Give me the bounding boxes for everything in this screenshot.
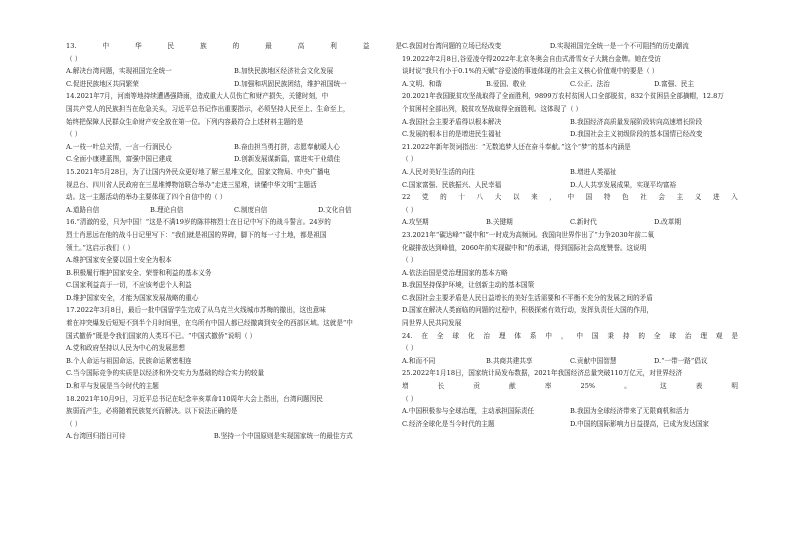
q16-option-c: C.国家利益高于一切，不应该考虑个人利益 [66, 281, 192, 290]
q16-line-2: 烈士肖思远在他的战斗日记里写下：“我们就是祖国的界碑，脚下的每一寸土地，都是祖国 [66, 230, 327, 239]
q18-line-2: 族弱而产生，必将随着民族复兴而解决。以下说法正确的是 [66, 407, 238, 416]
q23-blank: （ ） [402, 256, 418, 265]
q23-line-1: 23.2021年“碳达峰”“碳中和”一时成为高频词。我国向世界作出了“力争2030年前二氧 [402, 230, 655, 239]
q25-blank: （ ） [402, 394, 418, 403]
q22-option-a: A.攻坚期 [402, 218, 429, 227]
q21-option-c: C.国家富强、民族振兴、人民幸福 [402, 180, 502, 189]
q18-options-ab [66, 430, 402, 443]
q18-options-cd [402, 40, 738, 53]
q17-option-b: B.个人命运与祖国命运、民族命运紧密相连 [66, 356, 192, 365]
q24-option-a: A.和而不同 [402, 356, 436, 365]
q16-option-a: A.维护国家安全要以国土安全为根本 [66, 256, 172, 265]
q18-line-1: 18.2021年10月9日，习近平总书记在纪念辛亥革命110周年大会上指出，台湾问题因民 [66, 394, 323, 403]
q13-option-b: B.加快民族地区经济社会文化发展 [234, 67, 334, 76]
q17-line-3: 国式撤侨”既是令我们国家的人类耳不已。“中国式撤侨”说明（ ） [66, 331, 257, 340]
q19-option-a: A.文明、和谐 [402, 79, 442, 88]
q20-option-d: D.我国社会主义初级阶段的基本国情已经改变 [570, 130, 703, 139]
q21-option-d: D.人人共享发展成果，实现平均富裕 [570, 180, 677, 189]
q19-option-b: B.爱国、敬业 [486, 79, 526, 88]
q23-line-2: 化碳排放达到峰值，2060年前实现碳中和”的承诺，得到国际社会高度赞誉。这说明 [402, 243, 647, 252]
q15-option-b: B.理论自信 [150, 205, 184, 214]
q14-line-3: 始终把保障人民群众生命财产安全放在第一位。下列内容最符合上述材料主题的是 [66, 117, 304, 126]
q15-line-1: 15.2021年5月28日，为了让国内外民众更好地了解三星堆文化，国家文物局、中央广播电 [66, 167, 331, 176]
q21-line-1: 21.2022年新年贺词指出：“无数追梦人还在奋斗奉献。”这个“梦”的基本内涵是 [402, 142, 631, 151]
q22-option-c: C.新时代 [570, 218, 597, 227]
q13-options-cd [66, 78, 402, 91]
q22-options [402, 216, 738, 229]
q20-line-2: 个贫困村全部出列，脱贫攻坚战取得全面胜利。这体现了（ ） [402, 104, 583, 113]
q25-option-d: D.中国的国际影响力日益提高，已成为发达国家 [570, 419, 710, 428]
left-column [66, 40, 402, 443]
q13-option-d: D.加强和巩固民族团结，维护祖国统一 [234, 79, 347, 88]
q25-option-c: C.经济全球化是当今时代的主题 [402, 419, 495, 428]
q24-option-b: B.共商共建共享 [486, 356, 533, 365]
q21-options-cd [402, 179, 738, 192]
q19-line-1: 19.2022年2月8日,谷爱凌夺得2022年北京冬奥会自由式滑雪女子大跳台金牌。她在受访 [402, 54, 661, 63]
q14-option-a: A.一枝一叶总关情，一言一行润民心 [66, 142, 172, 151]
q20-line-1: 20.2021年我国脱贫攻坚战取得了全面胜利，9899万农村贫困人口全部脱贫，832个贫困县全部摘帽，12.8万 [402, 92, 724, 101]
q13-blank: （ ） [66, 54, 82, 63]
q16-line-1: 16.“清澈的爱，只为中国！”这是不满19岁的陈祥榕烈士在日记中写下的战斗誓言。24岁的 [66, 218, 331, 227]
q21-option-b: B.增进人类福祉 [570, 167, 617, 176]
q19-option-c: C.公正、法治 [570, 79, 610, 88]
q16-option-d: D.维护国家安全，才能为国家发展战略的重心 [66, 293, 199, 302]
q21-blank: （ ） [402, 155, 418, 164]
q18-option-c: C.我国对台湾问题的立场已经改变 [402, 42, 502, 50]
q15-options [66, 204, 402, 217]
q25-option-a: A.中国积极参与全球治理，主动承担国际责任 [402, 407, 535, 416]
q25-options-cd [402, 418, 738, 431]
q23-option-d: D.国家在解决人类面临的问题的过程中，积极探索有效行动，发挥负责任大国的作用， [402, 306, 654, 315]
q20-options-ab [402, 116, 738, 129]
q13-option-a: A.解决台湾问题，实现祖国完全统一 [66, 67, 172, 76]
q17-line-1: 17.2022年3月8日，最后一批中国留学生完成了从乌克兰火线城市苏梅的撤出，这也意味 [66, 306, 326, 315]
q20-option-c: C.发展的根本目的是增进民生福祉 [402, 130, 502, 139]
q23-option-c: C.我国社会主要矛盾是人民日益增长的美好生活需要和不平衡不充分的发展之间的矛盾 [402, 293, 653, 302]
q14-option-b: B.奋由担当勇打拼，志愿奉献暖人心 [234, 142, 340, 151]
q14-blank: （ ） [66, 130, 82, 139]
q25-option-b: B.我国为全球经济带来了无限商机和活力 [570, 407, 690, 416]
q18-option-d: D.实现祖国完全统一是一个不可阻挡的历史潮流 [549, 42, 689, 50]
q15-option-a: A.道路自信 [66, 205, 100, 214]
q13-options-ab [66, 65, 402, 78]
q21-options-ab [402, 166, 738, 179]
q18-option-b: B.坚持一个中国原则是实现国家统一的最佳方式 [213, 432, 353, 441]
q22-blank: （ ） [402, 205, 418, 214]
q25-line-1: 25.2022年1月18日，国家统计局发布数据，2021年我国经济总量突破110万亿元，对世界经济 [402, 369, 683, 378]
q23-option-b: B.我国坚持保护环境，让创新主动的基本国策 [402, 281, 535, 290]
q22-option-d: D.改革期 [654, 218, 681, 227]
q17-option-c: C.当今国际竞争的实质是以经济和外交实力为基础的综合实力的较量 [66, 369, 265, 378]
q13-stem: 13. 中 华 民 族 的 最 高 利 益 是 [66, 42, 402, 50]
q21-option-a: A.人民对美好生活的向往 [402, 167, 475, 176]
q24-option-c: C.贡献中国智慧 [570, 356, 617, 365]
q14-option-c: C.全面小康建蓝图，富强中国已建成 [66, 155, 172, 164]
q24-stem: 24. 在 全 球 化 治 理 体 系 中 ， 中 国 秉 持 的 全 球 治 理 观 是 [402, 331, 738, 340]
q17-option-d: D.和平与发展是当今时代的主题 [66, 382, 159, 391]
q16-option-b: B.积极履行维护国家安全、荣誉和利益的基本义务 [66, 268, 212, 277]
q19-options [402, 78, 738, 91]
right-column [402, 40, 738, 430]
q20-option-b: B.我国经济高质量发展阶段转向高速增长阶段 [570, 117, 703, 126]
q15-option-c: C.制度自信 [234, 205, 268, 214]
q23-option-a: A.依法治国是党治理国家的基本方略 [402, 268, 508, 277]
q15-line-2: 视总台、四川省人民政府在三星堆博物馆联合举办“走进三星堆，读懂中华文明”主题活 [66, 180, 317, 189]
q25-stem-2: 增 长 贡 献 率 25% 。 这 表 明 [402, 382, 738, 391]
q17-option-a: A.党和政府坚持以人民为中心的发展思想 [66, 344, 185, 353]
q20-options-cd [402, 128, 738, 141]
q17-line-2: 着在冲突爆发后短短不到半个月时间里，在乌所有中国人都已经撤离到安全的西部区域。这就是“中 [66, 319, 353, 328]
q24-options [402, 355, 738, 368]
q20-option-a: A.我国社会主要矛盾得以根本解决 [402, 117, 502, 126]
q22-stem: 22 党 的 十 八 大 以 来 ， 中 国 特 色 社 会 主 义 进 入 [402, 193, 738, 202]
q24-blank: （ ） [402, 344, 418, 353]
q14-line-1: 14.2021年7月，河南等地持续遭遇强降雨，造成重大人员伤亡和财产损失，关键时刻，中 [66, 92, 329, 101]
q18-blank: （ ） [66, 419, 82, 428]
q24-option-d: D.“一带一路”倡议 [654, 356, 708, 365]
q14-option-d: D.创新发展谋新篇，富进实干业绩佳 [234, 155, 341, 164]
q15-line-3: 动。这一主题活动的举办主要体现了四个自信中的（ ） [66, 193, 227, 202]
q18-option-a: A.台湾回归指日可待 [66, 432, 126, 441]
q22-option-b: B.关键期 [486, 218, 513, 227]
q19-line-2: 谈时说“我只有小于0.1%的天赋”谷爱凌的事迹体现的社会主义核心价值观中的要是（ ） [402, 67, 659, 76]
q14-options-cd [66, 153, 402, 166]
q25-options-ab [402, 405, 738, 418]
q14-options-ab [66, 141, 402, 154]
q15-option-d: D.文化自信 [318, 205, 352, 214]
q16-line-3: 领土。”这启示我们（ ） [66, 243, 135, 252]
q13-option-c: C.促进民族地区共同繁荣 [66, 79, 139, 88]
q23-option-d-cont: 同世界人民共同发展 [402, 319, 462, 328]
q14-line-2: 国共产党人的民族担当在危急关头，习近平总书记作出重要指示，必须坚持人民至上、生命至上， [66, 104, 350, 113]
q19-option-d: D.富强、民主 [654, 79, 695, 88]
